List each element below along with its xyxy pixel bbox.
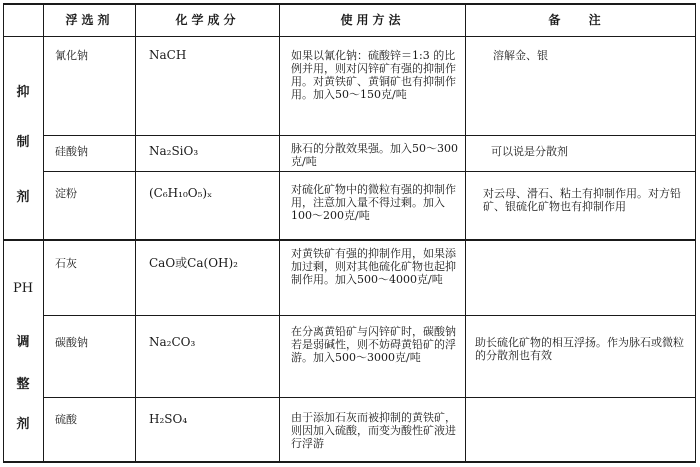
category-char: 制	[16, 135, 30, 150]
usage-text: 在分离黄铅矿与闪锌矿时，碳酸钠若是弱碱性，则不妨碍黄铅矿的浮游。加入500～3000克/吨	[291, 325, 456, 364]
agent-name: 石灰	[55, 257, 77, 270]
table-bottom-border	[3, 461, 696, 463]
chemical-formula: NaCH	[149, 48, 187, 62]
column-divider	[279, 3, 280, 463]
table-right-border	[695, 3, 696, 463]
remark-text: 可以说是分散剂	[491, 145, 568, 158]
chemical-formula: Na₂SiO₃	[149, 144, 199, 158]
category-char: 整	[16, 377, 30, 392]
chemical-formula: CaO或Ca(OH)₂	[149, 256, 238, 270]
usage-text: 对黄铁矿有强的抑制作用，如果添加过剩，则对其他硫化矿物也起抑制作用。加入500～4000克/吨	[291, 247, 456, 286]
column-divider	[43, 3, 44, 463]
column-divider	[135, 3, 136, 463]
usage-text: 对硫化矿物中的微粒有强的抑制作用，注意加入量不得过剩。加入100～200克/吨	[291, 183, 456, 222]
header-agent: 浮选剂	[65, 13, 114, 27]
chemical-formula: (C₆H₁₀O₅)ₓ	[149, 186, 213, 200]
reagent-table	[3, 3, 696, 463]
header-composition: 化学成分	[175, 13, 240, 27]
header-divider	[3, 36, 696, 37]
usage-text: 如果以氰化钠：硫酸锌＝1:3 的比例并用，则对闪锌矿有强的抑制作用。对黄铁矿、黄铜矿也有抑制作用。加入50～150克/吨	[291, 49, 456, 101]
agent-name: 氰化钠	[55, 49, 88, 62]
row-divider	[43, 397, 696, 398]
column-divider	[465, 3, 466, 463]
section-divider	[3, 239, 696, 241]
category-char: 调	[16, 335, 30, 350]
usage-text: 由于添加石灰而被抑制的黄铁矿，则因加入硫酸，而变为酸性矿液进行浮游	[291, 411, 456, 450]
agent-name: 硅酸钠	[55, 145, 88, 158]
category-char: 剂	[16, 417, 30, 432]
agent-name: 淀粉	[55, 187, 77, 200]
remark-text: 助长硫化矿物的相互浮扬。作为脉石或微粒的分散剂也有效	[475, 336, 684, 362]
table-left-border	[3, 3, 4, 463]
remark-text: 对云母、滑石、粘土有抑制作用。对方铅矿、银硫化矿物也有抑制作用	[483, 187, 681, 213]
category-char: 剂	[16, 190, 30, 205]
agent-name: 碳酸钠	[55, 336, 88, 349]
row-divider	[43, 315, 696, 316]
category-char: 抑	[16, 85, 30, 100]
header-remarks: 备 注	[548, 13, 613, 27]
chemical-formula: H₂SO₄	[149, 412, 188, 426]
category-char: PH	[12, 281, 34, 296]
chemical-formula: Na₂CO₃	[149, 335, 196, 349]
agent-name: 硫酸	[55, 413, 77, 426]
row-divider	[43, 135, 696, 136]
row-divider	[43, 171, 696, 172]
usage-text: 脉石的分散效果强。加入50～300克/吨	[291, 142, 458, 168]
header-usage: 使用方法	[340, 13, 405, 27]
remark-text: 溶解金、银	[493, 49, 548, 62]
